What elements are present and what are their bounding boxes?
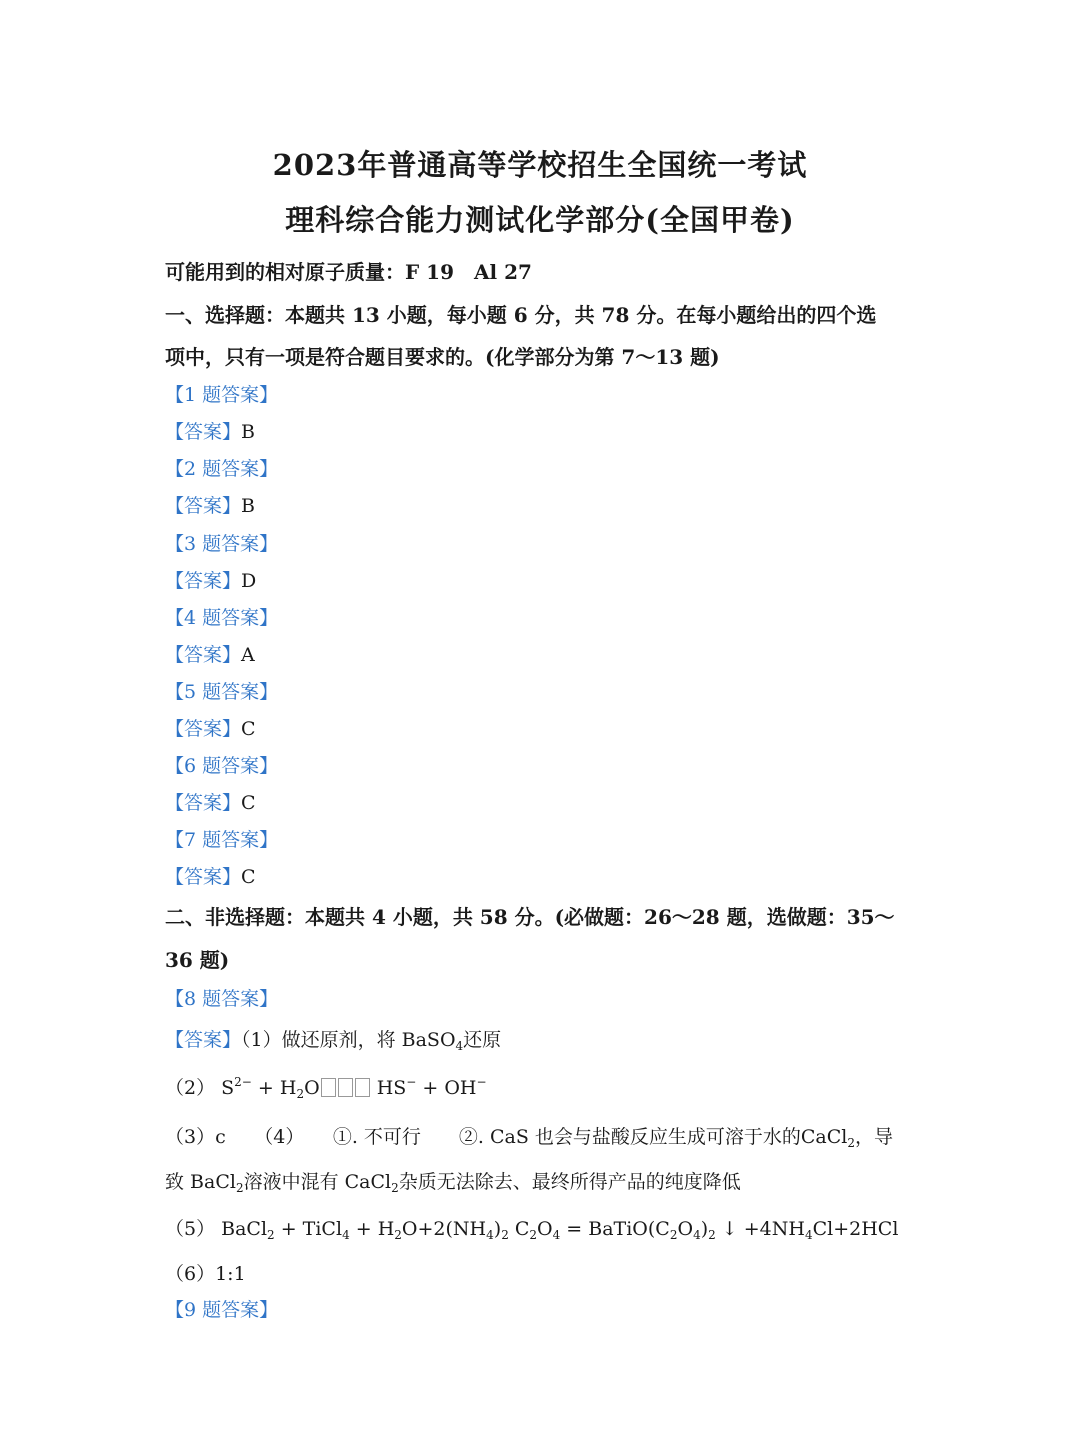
answer-label: 【答案】 [165, 866, 242, 888]
section1-heading-line2: 项中，只有一项是符合题目要求的。(化学部分为第 7～13 题) [165, 345, 720, 369]
section2-heading-line2: 36 题) [165, 948, 230, 972]
q8-part3-sub: 2 [847, 1136, 856, 1150]
q8-part3-tail: ，导 [855, 1126, 894, 1148]
q8-part1-text: （1）做还原剂，将 BaSO [241, 1029, 456, 1051]
q1-tag: 【1 题答案】 [165, 384, 279, 406]
q8-part1-sub: 4 [455, 1039, 464, 1053]
q8-part3-line2-sub1: 2 [235, 1181, 244, 1195]
q1-answer [165, 417, 255, 444]
answer-label: 【答案】 [165, 495, 242, 517]
q3-answer [165, 566, 256, 593]
exam-title-line1: 2023年普通高等学校招生全国统一考试 [272, 148, 808, 182]
q8-part5-equation: BaCl$_2$ + TiCl$_4$ + $H_2O+2(NH_4)_2$ $C_2O_4$ = $BaTiO(C_2O_4)_2$ ↓ $+4NH_4Cl+2HCl$ [221, 1218, 899, 1242]
q9-tag: 【9 题答案】 [165, 1299, 279, 1321]
q7-tag: 【7 题答案】 [165, 829, 279, 851]
answer-value: A [241, 644, 255, 666]
answer-value: D [241, 570, 257, 592]
q8-part2 [165, 1073, 487, 1101]
answer-value: B [241, 495, 255, 517]
q8-part1-tail: 还原 [463, 1029, 502, 1051]
answer-label: 【答案】 [165, 1029, 242, 1051]
q8-part5 [165, 1214, 898, 1242]
q3-tag: 【3 题答案】 [165, 533, 279, 555]
placeholder-box-icon [321, 1078, 336, 1097]
q4-answer [165, 640, 255, 667]
exam-title-line2: 理科综合能力测试化学部分(全国甲卷) [285, 203, 795, 237]
q8-part2-equation: $S^{2-} + H_2O$ HS− + OH− [221, 1075, 487, 1101]
answer-label: 【答案】 [165, 718, 242, 740]
answer-label: 【答案】 [165, 644, 242, 666]
q8-tag: 【8 题答案】 [165, 988, 279, 1010]
placeholder-box-icon [338, 1078, 353, 1097]
q6-answer [165, 788, 256, 815]
section2-heading-line1: 二、非选择题：本题共 4 小题，共 58 分。(必做题：26～28 题，选做题：35～ [165, 905, 895, 929]
answer-value: B [241, 421, 255, 443]
q8-part3-text: （3）c （4） ①. 不可行 ②. CaS 也会与盐酸反应生成可溶于水的CaCl [165, 1126, 848, 1148]
answer-label: 【答案】 [165, 570, 242, 592]
answer-value: C [241, 792, 256, 814]
q8-part2-prefix: （2） [165, 1077, 216, 1099]
q5-answer [165, 714, 256, 741]
q5-tag: 【5 题答案】 [165, 681, 279, 703]
q8-part3-line2-sub2: 2 [391, 1181, 399, 1195]
q4-tag: 【4 题答案】 [165, 607, 279, 629]
q8-part3-line1 [165, 1122, 893, 1150]
answer-label: 【答案】 [165, 421, 242, 443]
q6-tag: 【6 题答案】 [165, 755, 279, 777]
q7-answer [165, 862, 256, 889]
q8-part3-line2-a: 致 BaCl [165, 1171, 236, 1193]
atomic-mass-line: 可能用到的相对原子质量：F 19 Al 27 [165, 260, 532, 284]
q2-tag: 【2 题答案】 [165, 458, 279, 480]
q8-part3-line2-b: 溶液中混有 CaCl [243, 1171, 392, 1193]
q8-part3-line2-c: 杂质无法除去、最终所得产品的纯度降低 [398, 1171, 741, 1193]
q8-part6: （6）1:1 [165, 1263, 246, 1285]
section1-heading-line1: 一、选择题：本题共 13 小题，每小题 6 分，共 78 分。在每小题给出的四个选 [165, 303, 877, 327]
q8-part5-prefix: （5） [165, 1218, 216, 1240]
answer-value: C [241, 866, 256, 888]
answer-label: 【答案】 [165, 792, 242, 814]
q2-answer [165, 491, 255, 518]
q8-part3-line2 [165, 1167, 741, 1195]
answer-value: C [241, 718, 256, 740]
q8-part1 [165, 1025, 501, 1053]
placeholder-box-icon [355, 1078, 370, 1097]
